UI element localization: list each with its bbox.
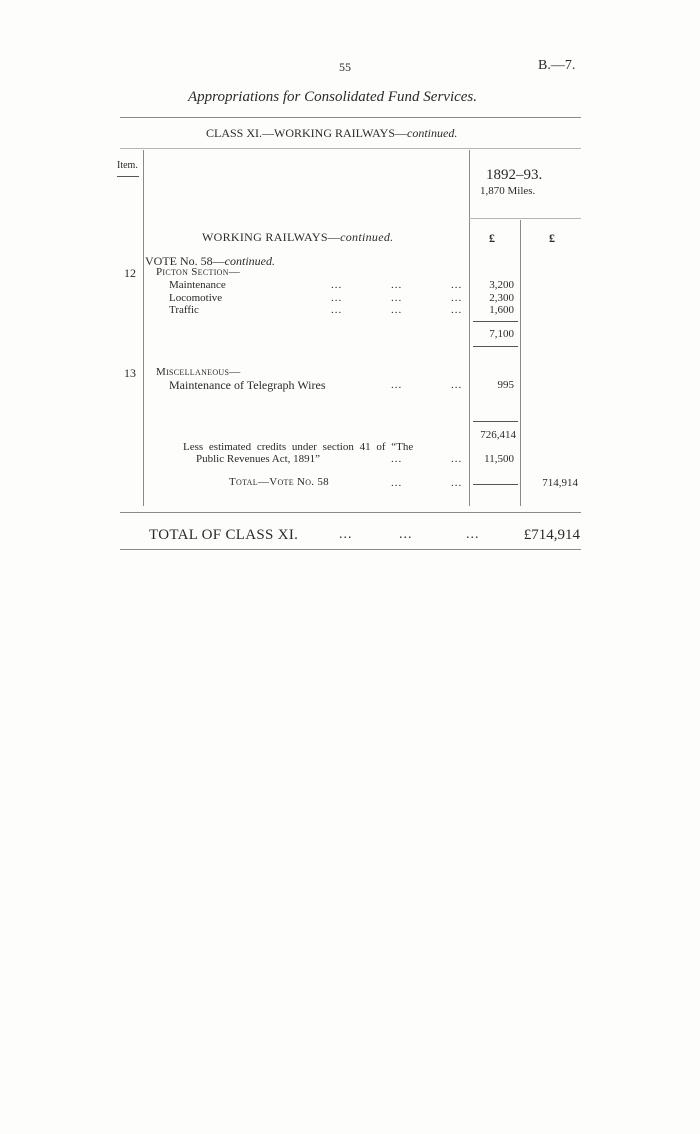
- item-number: 13: [124, 366, 136, 380]
- dot-leader: ...: [391, 292, 403, 304]
- gross-total: 726,414: [480, 429, 516, 441]
- document-code: B.—7.: [538, 58, 576, 73]
- gross-total-rule: [473, 421, 518, 422]
- class-total-top-rule: [120, 512, 581, 513]
- header-rule: [120, 117, 581, 118]
- vote-total-label: Total—Vote No. 58: [229, 476, 329, 488]
- line-label: Maintenance: [169, 279, 226, 291]
- currency-col2: £: [549, 231, 555, 245]
- currency-col1: £: [489, 231, 495, 245]
- vote-total-amount: 714,914: [542, 477, 578, 489]
- item-heading: Miscellaneous—: [156, 366, 241, 378]
- subtotal-rule: [473, 346, 518, 347]
- class-heading-rule: [120, 148, 581, 149]
- dot-leader: ...: [451, 379, 463, 391]
- year-header: 1892–93.: [486, 167, 543, 183]
- class-total-amount: £714,914: [523, 527, 580, 543]
- amount-column-divider: [469, 150, 470, 506]
- line-label: Maintenance of Telegraph Wires: [169, 378, 326, 392]
- dot-leader: ...: [391, 477, 403, 489]
- dot-leader: ...: [451, 453, 463, 465]
- line-amount: 1,600: [489, 304, 514, 316]
- class-heading: CLASS XI.—WORKING RAILWAYS—continued.: [206, 126, 458, 140]
- dot-leader: ...: [451, 292, 463, 304]
- section-heading: WORKING RAILWAYS—continued.: [202, 230, 394, 244]
- dot-leader: ...: [331, 304, 343, 316]
- line-label: Traffic: [169, 304, 199, 316]
- dot-leader: ...: [391, 304, 403, 316]
- class-total-bottom-rule: [120, 549, 581, 550]
- dot-leader: ...: [331, 279, 343, 291]
- line-amount: 995: [497, 379, 514, 391]
- vote-label: VOTE No. 58—continued.: [145, 254, 275, 268]
- credits-description-cont: Public Revenues Act, 1891”: [196, 453, 321, 465]
- credits-description: Less estimated credits under section 41 of “The: [183, 441, 414, 453]
- year-header-rule: [469, 218, 581, 219]
- dot-leader: ...: [391, 379, 403, 391]
- dot-leader: ...: [391, 453, 403, 465]
- dot-leader: ...: [466, 527, 480, 542]
- dot-leader: ...: [339, 527, 353, 542]
- dot-leader: ...: [451, 279, 463, 291]
- line-amount: 2,300: [489, 292, 514, 304]
- item-heading: Picton Section—: [156, 266, 241, 278]
- line-label: Locomotive: [169, 292, 223, 304]
- running-title: Appropriations for Consolidated Fund Services.: [188, 89, 478, 105]
- item-number: 12: [124, 266, 136, 280]
- miles-header: 1,870 Miles.: [480, 185, 536, 197]
- credits-amount: 11,500: [484, 453, 514, 465]
- subtotal-rule: [473, 321, 518, 322]
- total-column-divider: [520, 220, 521, 506]
- dot-leader: ...: [331, 292, 343, 304]
- dot-leader: ...: [399, 527, 413, 542]
- page-number: 55: [339, 60, 351, 74]
- dot-leader: ...: [451, 304, 463, 316]
- dot-leader: ...: [451, 477, 463, 489]
- item-subtotal: 7,100: [489, 328, 514, 340]
- class-total-label: TOTAL OF CLASS XI.: [149, 527, 299, 543]
- item-column-header: Item.: [117, 160, 138, 171]
- line-amount: 3,200: [489, 279, 514, 291]
- item-header-underline: [117, 176, 139, 177]
- dot-leader: ...: [391, 279, 403, 291]
- vote-total-dash: [473, 484, 518, 485]
- item-column-divider: [143, 150, 144, 506]
